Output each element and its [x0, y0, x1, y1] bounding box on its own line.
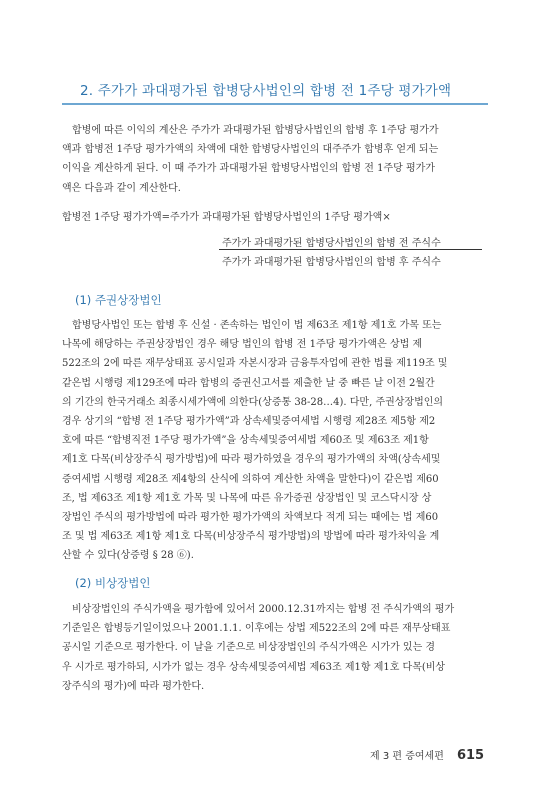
intro-paragraph: [62, 121, 488, 198]
intro-line: 액은 다음과 같이 계산한다.: [62, 182, 181, 194]
subsection-title-listed: (1) 주권상장법인: [75, 293, 162, 307]
listed-line: 같은법 시행령 제129조에 따라 합병의 증권신고서를 제출한 날 중 빠른 날 이전 2월간: [62, 377, 435, 389]
listed-line: 장법인 주식의 평가방법에 따라 평가한 평가가액의 차액보다 적게 되는 때에는 법 제60: [62, 512, 439, 524]
unlisted-line: 기준일은 합병등기일이었으나 2001.1.1. 이후에는 상법 제522조의 2에 따른 재무상태표: [62, 623, 451, 635]
listed-line: 합병당사법인 또는 합병 후 신설 · 존속하는 법인이 법 제63조 제1항 제1호 가목 또는: [72, 320, 442, 331]
section-heading: 2. 주가가 과대평가된 합병당사법인의 합병 전 1주당 평가가액: [80, 83, 452, 99]
intro-line: 이익을 계산하게 된다. 이 때 주가가 과대평가된 합병당사법인의 합병 전 1주당 평가가: [62, 163, 435, 175]
listed-line: 나목에 해당하는 주권상장법인 경우 해당 법인의 합병 전 1주당 평가가액은 상법 제: [62, 339, 423, 351]
footer-section-label: 제 3 편 증여세편: [370, 751, 444, 762]
listed-line: 증여세법 시행령 제28조 제4항의 산식에 의하여 계산한 차액을 말한다)이 같은법 제60: [62, 473, 439, 485]
listed-line: 제1호 다목(비상장주식 평가방법)에 따라 평가하였을 경우의 평가가액의 차액(상속세및: [62, 454, 441, 466]
listed-line: 조, 법 제63조 제1항 제1호 가목 및 나목에 따른 유가증권 상장법인 및 코스닥시장 상: [62, 492, 432, 504]
listed-line: 산할 수 있다(상증령 § 28 ⑥).: [62, 550, 194, 562]
unlisted-line: 공시일 기준으로 평가한다. 이 날을 기준으로 비상장법인의 주식가액은 시가가 있는 경: [62, 642, 436, 654]
listed-line: 522조의 2에 따른 재무상태표 공시일과 자본시장과 금융투자업에 관한 법률 제119조 및: [62, 358, 448, 370]
listed-line: 경우 상기의 “합병 전 1주당 평가가액”과 상속세및증여세법 시행령 제28조 제5항 제2: [62, 416, 436, 428]
page-footer: [370, 744, 484, 763]
intro-line: 액과 합병전 1주당 평가가액의 차액에 대한 합병당사법인의 대주주가 합병후 얻게 되는: [62, 144, 439, 156]
listed-line: 호에 따른 “합병직전 1주당 평가가액”을 상속세및증여세법 제60조 및 제63조 제1항: [62, 435, 429, 447]
page-number: 615: [456, 748, 485, 763]
unlisted-paragraph: [62, 600, 488, 696]
listed-line: 의 기간의 한국거래소 최종시세가액에 의한다(상증통 38-28…4). 다만, 주권상장법인의: [62, 396, 444, 408]
unlisted-line: 장주식의 평가)에 따라 평가한다.: [62, 680, 205, 692]
listed-paragraph: [62, 316, 488, 566]
unlisted-line: 비상장법인의 주식가액을 평가함에 있어서 2000.12.31까지는 합병 전 주식가액의 평가: [72, 604, 455, 615]
fraction-bar: [219, 249, 482, 250]
formula-lhs: 합병전 1주당 평가가액=주가가 과대평가된 합병당사법인의 1주당 평가액×: [62, 212, 391, 223]
intro-line: 합병에 따른 이익의 계산은 주가가 과대평가된 합병당사법인의 합병 후 1주당 평가가: [72, 125, 439, 136]
listed-line: 조 및 법 제63조 제1항 제1호 다목(비상장주식 평가방법)의 방법에 따라 평가차익을 계: [62, 531, 440, 543]
unlisted-line: 우 시가로 평가하되, 시가가 없는 경우 상속세및증여세법 제63조 제1항 제1호 다목(비상: [62, 661, 446, 673]
formula-denominator: 주가가 과대평가된 합병당사법인의 합병 후 주식수: [222, 257, 441, 268]
heading-underline: [62, 103, 488, 105]
formula-numerator: 주가가 과대평가된 합병당사법인의 합병 전 주식수: [222, 238, 441, 249]
subsection-title-unlisted: (2) 비상장법인: [75, 576, 151, 590]
